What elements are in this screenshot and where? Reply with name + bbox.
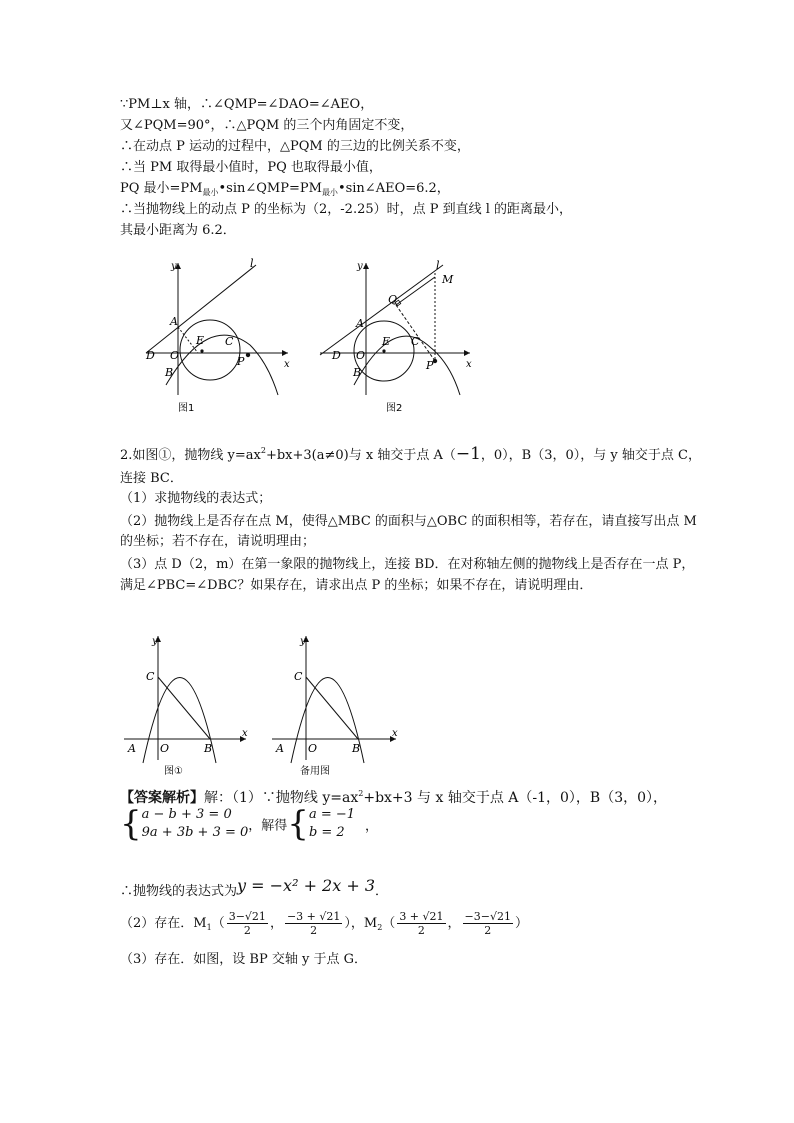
figure-circled-1-caption: 图①: [164, 766, 183, 777]
answer-part3: （3）存在．如图，设 BP 交轴 y 于点 G．: [120, 952, 367, 967]
svg-text:y: y: [152, 636, 158, 647]
svg-text:O: O: [308, 742, 318, 755]
svg-text:D: D: [332, 349, 341, 362]
figure-1: [138, 255, 298, 417]
svg-text:A: A: [128, 742, 136, 755]
solution-line-4: ∴当 PM 取得最小值时，PQ 也取得最小值，: [120, 160, 382, 175]
svg-text:A: A: [170, 315, 178, 328]
expression-line: ∴抛物线的表达式为y = −x² + 2x + 3．: [120, 876, 389, 899]
svg-text:P: P: [237, 355, 245, 368]
solution-line-3: ∴在动点 P 运动的过程中，△PQM 的三边的比例关系不变，: [120, 139, 470, 154]
problem2-line-1: 2.如图①，抛物线 $y=ax^2+bx+3(a\ne 0)$与 x 轴交于点 A（−1，0），B（3，0），与 y 轴交于点 C，: [120, 444, 701, 464]
problem2-q3: （3）点 D（2，m）在第一象限的抛物线上，连接 BD．在对称轴左侧的抛物线上是否存在一点 P，: [120, 557, 695, 572]
svg-text:E: E: [382, 335, 391, 348]
parabola: [166, 335, 278, 395]
svg-text:y: y: [300, 636, 306, 647]
problem2-q3b: 满足∠PBC=∠DBC？如果存在，请求出点 P 的坐标；如果不存在，请说明理由．: [120, 578, 593, 593]
svg-text:P: P: [426, 359, 434, 372]
parabola: [354, 336, 460, 395]
svg-text:B: B: [353, 366, 362, 379]
answer-heading: 【答案解析】: [120, 790, 204, 806]
solution-line-2: 又∠PQM=90°，∴△PQM 的三个内角固定不变，: [120, 118, 414, 133]
svg-text:O: O: [170, 349, 180, 362]
problem2-q2b: 的坐标；若不存在，请说明理由；: [120, 534, 316, 549]
answer-intro: 【答案解析】解：（1）∵抛物线 $y=ax^2+bx+3$ 与 x 轴交于点 A（-1，0），B（3，0），: [120, 789, 668, 806]
problem2-q1: （1）求抛物线的表达式；: [120, 491, 272, 506]
svg-text:B: B: [165, 366, 174, 379]
answer-part2: （2）存在．$M_1$（ $\frac{3-√21}{2}$ ， $\frac{-3 + √21}{2}$ ），$M_2$（ $\frac{3 + √21}{2}$ ， $\frac{-3-√21}{2}$ ）: [120, 910, 529, 937]
figure-circled-1: [120, 632, 252, 780]
solution-line-5: PQ 最小$=PM_{最小}•\sin\angle QMP=PM_{最小}•\sin\angle AEO=6.2$，: [120, 181, 450, 197]
svg-text:y: y: [171, 261, 177, 272]
circle-e: [180, 320, 240, 380]
solution-line-6: ∴当抛物线上的动点 P 的坐标为（2，-2.25）时，点 P 到直线 l 的距离最小，: [120, 202, 573, 217]
svg-text:l: l: [436, 259, 440, 272]
svg-text:A: A: [356, 317, 364, 330]
segment-bc: [158, 677, 210, 739]
svg-text:C: C: [294, 670, 303, 683]
figure-backup: [268, 632, 402, 780]
svg-text:A: A: [276, 742, 284, 755]
segment-bc: [306, 677, 358, 739]
equation-system: { a − b + 3 = 0 9a + 3b + 3 = 0 ，解得{ a = −1 b = 2 ，: [120, 804, 379, 844]
svg-text:x: x: [466, 359, 472, 370]
figure-backup-caption: 备用图: [300, 766, 330, 777]
problem2-q2: （2）抛物线上是否存在点 M，使得△MBC 的面积与△OBC 的面积相等，若存在，请直接写出点 M: [120, 514, 697, 529]
svg-text:x: x: [284, 359, 290, 370]
problem2-line-2: 连接 BC．: [120, 471, 183, 486]
svg-text:C: C: [146, 670, 155, 683]
svg-text:B: B: [204, 742, 213, 755]
svg-text:O: O: [356, 349, 366, 362]
svg-text:l: l: [250, 257, 254, 270]
svg-text:y: y: [357, 261, 363, 272]
svg-text:O: O: [160, 742, 170, 755]
svg-text:C: C: [411, 335, 420, 348]
svg-text:E: E: [196, 334, 205, 347]
svg-text:C: C: [225, 335, 234, 348]
solution-line-1: ∵PM⊥x 轴，∴∠QMP=∠DAO=∠AEO，: [120, 97, 374, 112]
svg-text:D: D: [146, 349, 155, 362]
svg-text:B: B: [352, 742, 361, 755]
solution-line-7: 其最小距离为 6.2．: [120, 223, 236, 238]
svg-text:x: x: [392, 728, 398, 739]
svg-text:M: M: [442, 273, 454, 286]
svg-text:Q: Q: [388, 293, 398, 306]
svg-text:x: x: [242, 728, 248, 739]
figure-2-caption: 图2: [386, 403, 403, 414]
figure-2: [318, 255, 483, 417]
figure-1-caption: 图1: [178, 403, 195, 414]
